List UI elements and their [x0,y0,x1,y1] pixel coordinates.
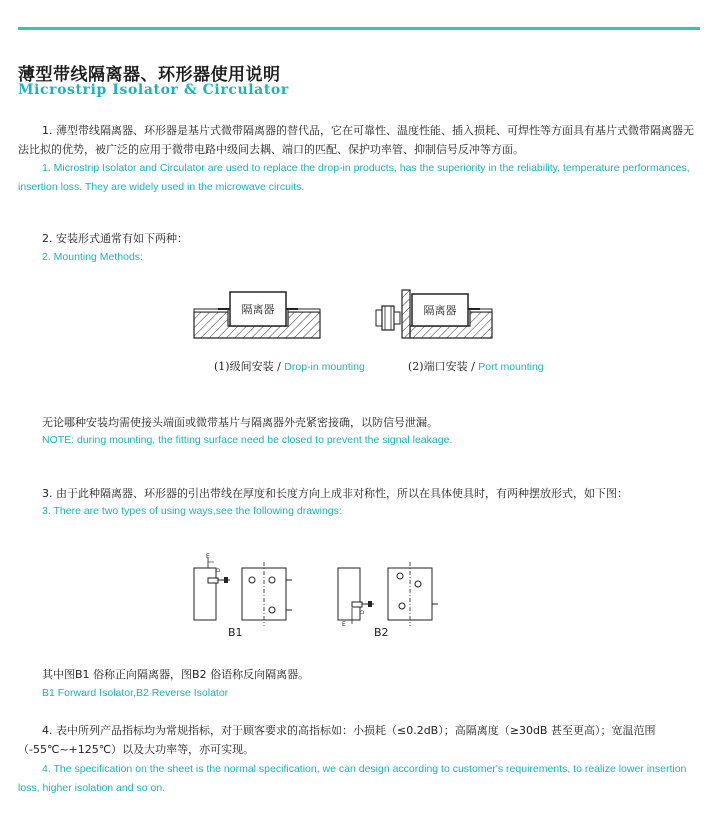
b2-label: B2 [374,626,389,639]
b2-reverse-isolator-drawing [338,562,438,639]
b-note-cn: 其中图B1 俗称正向隔离器，图B2 俗语称反向隔离器。 [42,668,310,681]
b2-d-label: D [360,610,366,614]
caption-port [408,358,544,374]
section-2-cn: 2. 安装形式通常有如下两种： [42,232,188,245]
section-1-en: 1. Microstrip Isolator and Circulator are used to replace the drop-in products, has the superiority in the reliability, temperature performances, insertion loss. They are widely used in the microwave circuits. [18,162,690,193]
section-3-en: 3. There are two types of using ways,see the following drawings: [42,505,342,517]
b-note-en: B1 Forward Isolator,B2 Reverse Isolator [42,687,229,699]
caption-port-en: Port mounting [478,361,544,373]
b1-d-label: D [216,568,222,572]
caption-drop-in-en: Drop-in mounting [284,361,365,373]
b1-forward-isolator-drawing [194,553,292,639]
b1-e-label: E [206,553,210,560]
section-4-cn: 4. 表中所列产品指标均为常规指标，对于顾客要求的高指标如：小损耗（≤0.2dB）；高隔离度（≥30dB 甚至更高）；宽温范围（-55℃~+125℃）以及大功率等，亦可实现。 [18,724,656,756]
section-4-en: 4. The specification on the sheet is the normal specification, we can design according to customer's requirements, to realize lower insertion loss, higher isolation and so on. [18,763,687,794]
port-mounting-diagram [376,290,492,338]
note-en: NOTE: during mounting, the fitting surface need be closed to prevent the signal leakage. [42,434,453,446]
b1-label: B1 [228,626,243,639]
section-1-cn: 1. 薄型带线隔离器、环形器是基片式微带隔离器的替代品，它在可靠性、温度性能、插入损耗、可焊性等方面具有基片式微带隔离器无法比拟的优势，被广泛的应用于微带电路中级间去耦、端口的匹配、保护功率管、抑制信号反冲等方面。 [18,124,694,156]
top-divider-line [18,27,700,30]
section-2-en: 2. Mounting Methods: [42,251,143,263]
page-title-cn: 薄型带线隔离器、环形器使用说明 [18,65,281,85]
caption-drop-in [214,358,365,374]
isolator-box-label-2: 隔离器 [423,304,457,317]
note-cn: 无论哪种安装均需使接头端面或微带基片与隔离器外壳紧密接确，以防信号泄漏。 [42,416,438,429]
caption-drop-in-cn: (1)级间安装 / [214,360,285,373]
page-title-en: Microstrip Isolator & Circulator [18,82,289,98]
isolator-box-label-1: 隔离器 [241,303,275,316]
caption-port-cn: (2)端口安装 / [408,360,479,373]
mounting-diagrams [180,282,540,352]
orientation-drawings [180,548,460,648]
b2-e-label: E [342,621,346,628]
drop-in-mounting-diagram [194,292,320,338]
section-3-cn: 3. 由于此种隔离器、环形器的引出带线在厚度和长度方向上成非对称性，所以在具体使具时，有两种摆放形式，如下图： [42,487,628,500]
